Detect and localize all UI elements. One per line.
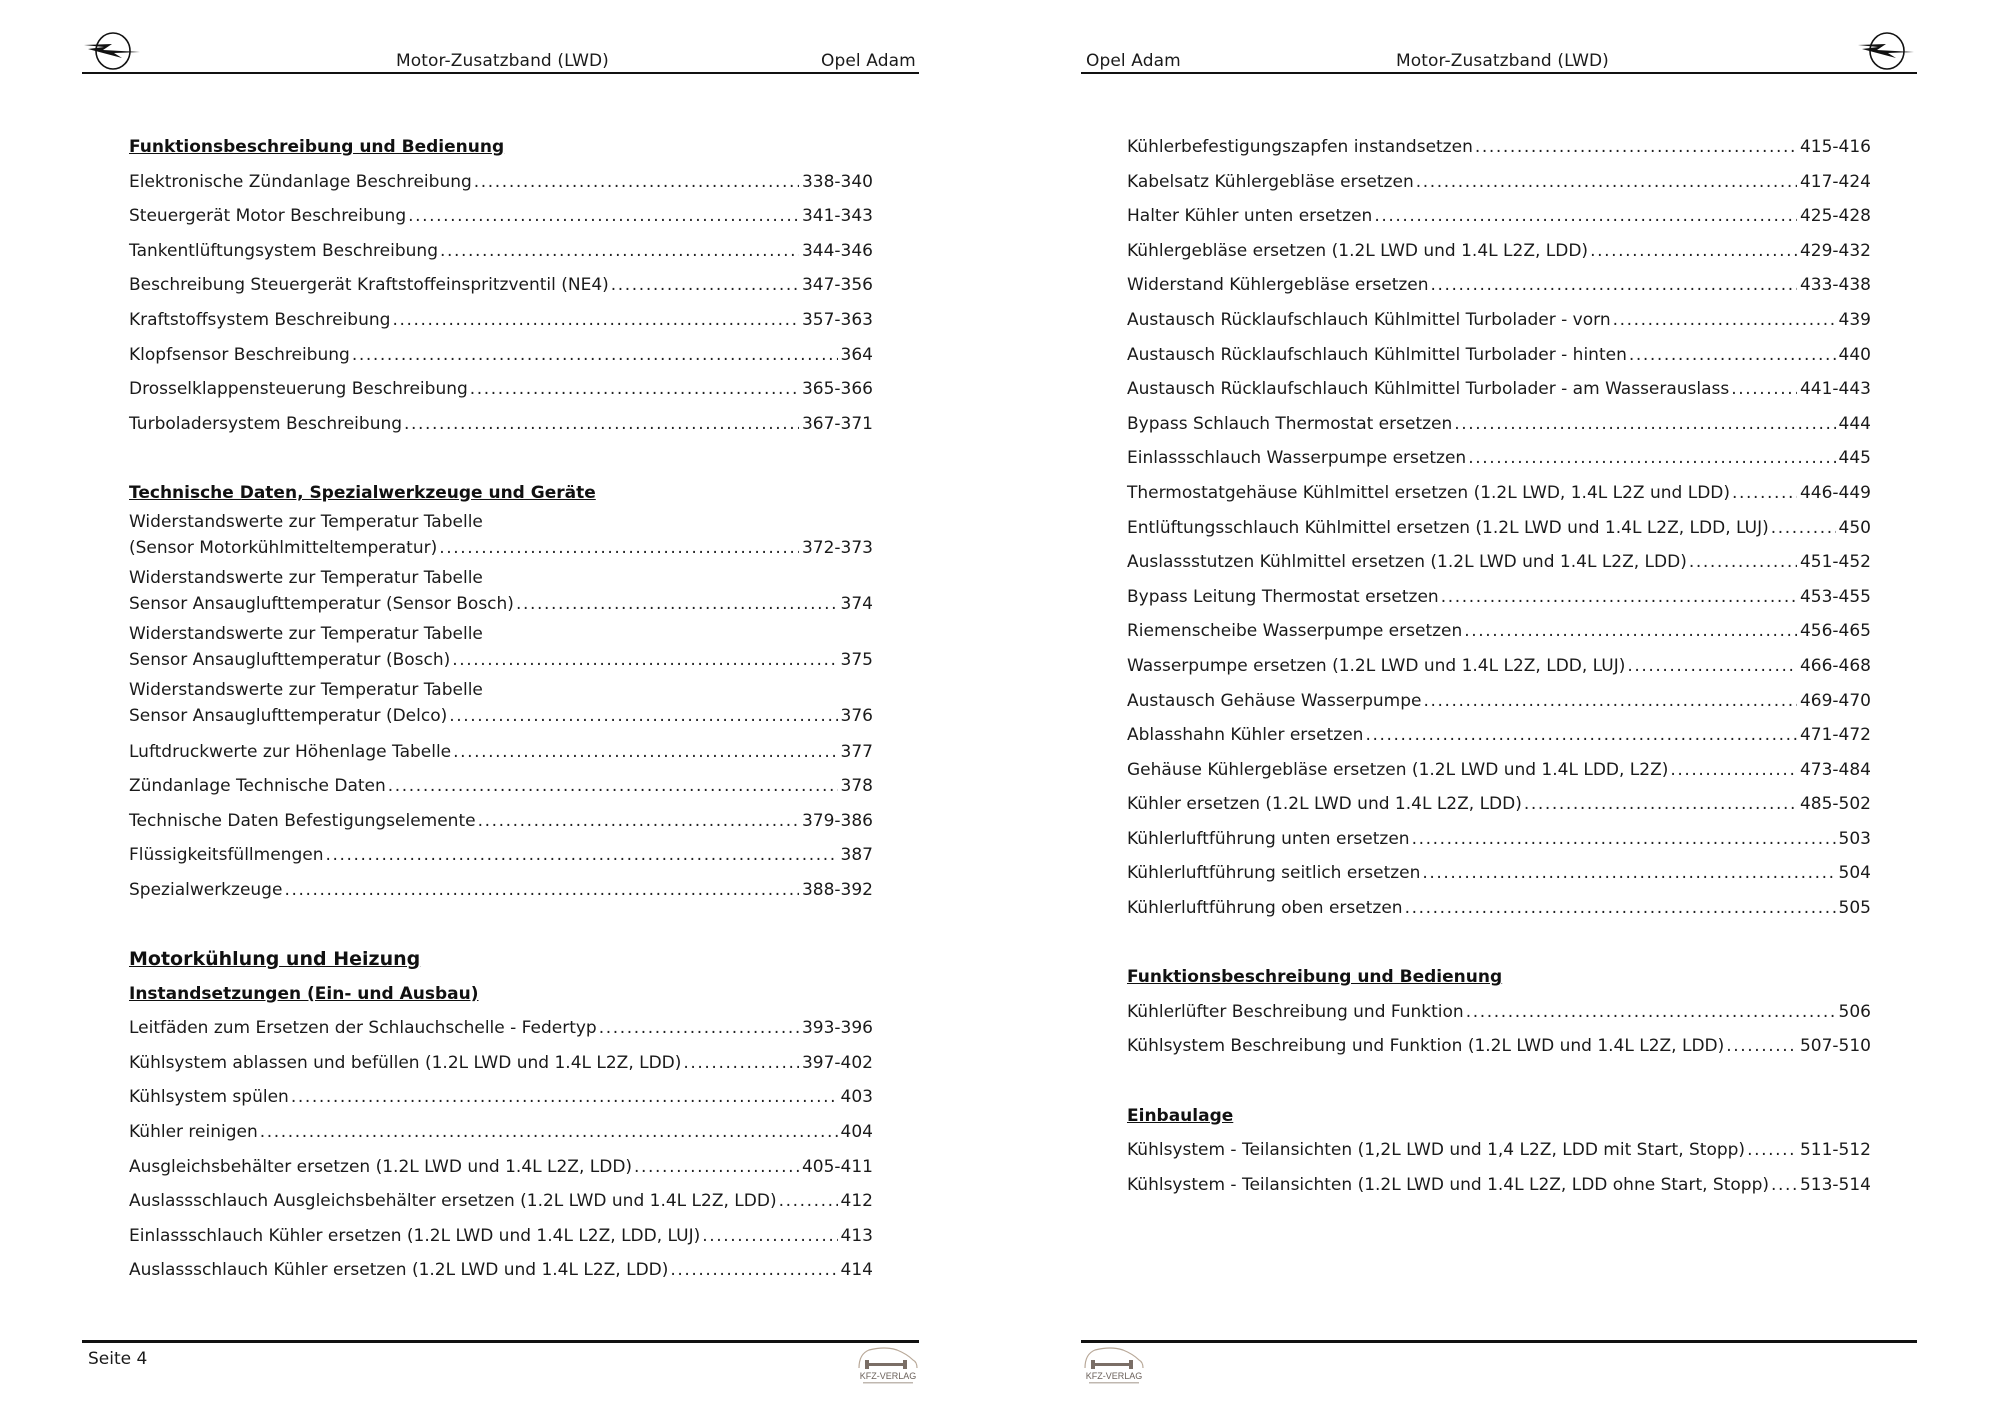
entry-title: Kühlsystem - Teilansichten (1,2L LWD und 1,4 L2Z, LDD mit Start, Stopp)	[1127, 1140, 1746, 1161]
entry-title: Kraftstoffsystem Beschreibung	[129, 309, 391, 330]
right-page	[1000, 0, 2000, 1413]
toc-entry[interactable]	[1127, 441, 1871, 476]
entry-pages: 397-402	[799, 1046, 873, 1081]
leader-dots	[1771, 511, 1836, 546]
leader-dots	[1424, 684, 1797, 719]
leader-dots	[1365, 718, 1797, 753]
entry-title: Ausgleichsbehälter ersetzen (1.2L LWD und 1.4L L2Z, LDD)	[129, 1156, 633, 1177]
toc-entry[interactable]	[129, 372, 873, 407]
leader-dots	[1726, 1029, 1797, 1064]
entry-pages: 441-443	[1797, 372, 1871, 407]
header-title: Motor-Zusatzband (LWD)	[396, 51, 609, 71]
entry-title: Gehäuse Kühlergebläse ersetzen (1.2L LWD und 1.4L LDD, L2Z)	[1127, 759, 1669, 780]
entry-title: Bypass Leitung Thermostat ersetzen	[1127, 586, 1439, 607]
entry-pages: 429-432	[1797, 234, 1871, 269]
leader-dots	[404, 407, 799, 442]
entry-pages: 451-452	[1797, 545, 1871, 580]
header-model: Opel Adam	[821, 51, 916, 71]
toc-entry[interactable]	[1127, 684, 1871, 719]
toc-right	[1127, 130, 1871, 1202]
entry-pages: 376	[838, 699, 873, 733]
header-rule	[82, 72, 919, 74]
leader-dots	[634, 1150, 799, 1185]
entry-title: Elektronische Zündanlage Beschreibung	[129, 171, 472, 192]
entry-title: Auslassschlauch Kühler ersetzen (1.2L LWD und 1.4L L2Z, LDD)	[129, 1260, 669, 1281]
leader-dots	[702, 1219, 837, 1254]
entry-pages: 469-470	[1797, 684, 1871, 719]
toc-entry[interactable]	[1127, 1168, 1871, 1203]
toc-entry[interactable]	[1127, 787, 1871, 822]
leader-dots	[452, 643, 837, 677]
entry-title: (Sensor Motorkühlmitteltemperatur)	[129, 537, 438, 558]
entry-title: Zündanlage Technische Daten	[129, 776, 386, 797]
entry-pages: 378	[838, 769, 873, 804]
entry-pages: 412	[838, 1184, 873, 1219]
toc-entry[interactable]	[129, 268, 873, 303]
leader-dots	[449, 699, 837, 733]
leader-dots	[1747, 1133, 1797, 1168]
entry-pages: 513-514	[1797, 1168, 1871, 1203]
toc-entry[interactable]	[1127, 614, 1871, 649]
toc-entry[interactable]	[1127, 718, 1871, 753]
entry-title: Einlassschlauch Kühler ersetzen (1.2L LWD und 1.4L L2Z, LDD, LUJ)	[129, 1225, 701, 1246]
toc-entry[interactable]	[1127, 822, 1871, 857]
entry-title: Austausch Rücklaufschlauch Kühlmittel Turbolader - am Wasserauslass	[1127, 379, 1730, 400]
toc-entry[interactable]	[1127, 1133, 1871, 1168]
toc-entry[interactable]	[129, 1080, 873, 1115]
entry-title: Kühlsystem spülen	[129, 1087, 289, 1108]
entry-pages: 388-392	[799, 873, 873, 908]
entry-pages: 433-438	[1797, 268, 1871, 303]
entry-pages: 393-396	[799, 1011, 873, 1046]
leader-dots	[260, 1115, 838, 1150]
entry-pages: 505	[1836, 891, 1871, 926]
toc-entry[interactable]	[1127, 268, 1871, 303]
entry-title: Kühlsystem ablassen und befüllen (1.2L LWD und 1.4L L2Z, LDD)	[129, 1052, 682, 1073]
entry-title: Kühlerbefestigungszapfen instandsetzen	[1127, 137, 1473, 157]
entry-title: Kühlergebläse ersetzen (1.2L LWD und 1.4L L2Z, LDD)	[1127, 240, 1589, 261]
entry-title: Steuergerät Motor Beschreibung	[129, 206, 407, 227]
header-title: Motor-Zusatzband (LWD)	[1396, 51, 1609, 71]
entry-title: Halter Kühler unten ersetzen	[1127, 206, 1373, 227]
entry-pages: 377	[838, 735, 873, 770]
toc-left	[129, 130, 873, 1288]
entry-title: Einlassschlauch Wasserpumpe ersetzen	[1127, 448, 1467, 469]
leader-dots	[388, 769, 838, 804]
kfz-verlag-logo-icon	[1081, 1344, 1147, 1386]
entry-title-line1: Widerstandswerte zur Temperatur Tabelle	[129, 679, 483, 700]
leader-dots	[1670, 753, 1797, 788]
section-title: Technische Daten, Spezialwerkzeuge und Geräte	[129, 482, 596, 503]
entry-pages: 365-366	[799, 372, 873, 407]
toc-entry[interactable]	[129, 769, 873, 804]
leader-dots	[1416, 165, 1797, 200]
leader-dots	[1629, 338, 1836, 373]
leader-dots	[1468, 441, 1835, 476]
toc-entry[interactable]	[1127, 130, 1871, 165]
entry-title: Ablasshahn Kühler ersetzen	[1127, 725, 1364, 746]
leader-dots	[779, 1184, 838, 1219]
leader-dots	[1441, 580, 1797, 615]
kfz-logo-text: KFZ-VERLAG	[1085, 1371, 1143, 1381]
entry-title: Tankentlüftungsystem Beschreibung	[129, 240, 438, 261]
leader-dots	[1689, 545, 1797, 580]
toc-entry[interactable]	[1127, 511, 1871, 546]
entry-pages: 364	[838, 338, 873, 373]
entry-title: Sensor Ansauglufttemperatur (Sensor Bosch)	[129, 593, 514, 614]
entry-pages: 444	[1836, 407, 1871, 442]
toc-entry[interactable]	[129, 1184, 873, 1219]
leader-dots	[1454, 407, 1835, 442]
opel-logo-icon	[82, 30, 144, 72]
toc-entry[interactable]	[129, 199, 873, 234]
entry-pages: 372-373	[799, 531, 873, 565]
entry-title: Turboladersystem Beschreibung	[129, 413, 403, 434]
entry-pages: 456-465	[1797, 614, 1871, 649]
leader-dots	[352, 338, 838, 373]
toc-entry[interactable]	[1127, 303, 1871, 338]
entry-pages: 341-343	[799, 199, 873, 234]
leader-dots	[611, 268, 799, 303]
toc-entry[interactable]	[129, 407, 873, 442]
leader-dots	[1627, 649, 1797, 684]
toc-entry[interactable]	[129, 679, 873, 735]
leader-dots	[478, 804, 799, 839]
entry-title: Flüssigkeitsfüllmengen	[129, 845, 324, 866]
entry-pages: 453-455	[1797, 580, 1871, 615]
leader-dots	[1524, 787, 1797, 822]
entry-pages: 405-411	[799, 1150, 873, 1185]
toc-entry[interactable]	[129, 623, 873, 679]
entry-title: Entlüftungsschlauch Kühlmittel ersetzen (1.2L LWD und 1.4L L2Z, LDD, LUJ)	[1127, 517, 1769, 538]
opel-logo-icon	[1856, 30, 1918, 72]
leader-dots	[1466, 995, 1836, 1030]
leader-dots	[1374, 199, 1797, 234]
leader-dots	[291, 1080, 838, 1115]
toc-entry[interactable]	[1127, 199, 1871, 234]
leader-dots	[325, 838, 837, 873]
leader-dots	[670, 1253, 837, 1288]
entry-pages: 415-416	[1797, 130, 1871, 165]
leader-dots	[1475, 130, 1797, 165]
toc-entry[interactable]	[129, 1150, 873, 1185]
entry-title: Thermostatgehäuse Kühlmittel ersetzen (1.2L LWD, 1.4L L2Z und LDD)	[1127, 482, 1731, 503]
entry-title: Sensor Ansauglufttemperatur (Delco)	[129, 705, 448, 726]
entry-title: Austausch Gehäuse Wasserpumpe	[1127, 690, 1422, 711]
entry-title: Spezialwerkzeuge	[129, 879, 283, 900]
toc-entry[interactable]	[129, 165, 873, 200]
entry-pages: 445	[1836, 441, 1871, 476]
entry-title: Beschreibung Steuergerät Kraftstoffeinspritzventil (NE4)	[129, 275, 609, 296]
entry-pages: 403	[838, 1080, 873, 1115]
leader-dots	[1732, 476, 1797, 511]
section-title: Funktionsbeschreibung und Bedienung	[1127, 967, 1503, 988]
entry-pages: 338-340	[799, 165, 873, 200]
entry-title-line1: Widerstandswerte zur Temperatur Tabelle	[129, 567, 483, 588]
kfz-logo-text: KFZ-VERLAG	[859, 1371, 917, 1381]
toc-entry[interactable]	[1127, 338, 1871, 373]
toc-entry[interactable]	[129, 234, 873, 269]
toc-entry[interactable]	[129, 1115, 873, 1150]
entry-title-line1: Widerstandswerte zur Temperatur Tabelle	[129, 511, 483, 532]
toc-entry[interactable]	[1127, 545, 1871, 580]
leader-dots	[440, 234, 799, 269]
toc-entry[interactable]	[1127, 995, 1871, 1030]
entry-pages: 347-356	[799, 268, 873, 303]
entry-title: Drosselklappensteuerung Beschreibung	[129, 379, 468, 400]
toc-entry[interactable]	[129, 1046, 873, 1081]
toc-entry[interactable]	[129, 873, 873, 908]
leader-dots	[1405, 891, 1836, 926]
entry-title: Kühlerluftführung oben ersetzen	[1127, 898, 1403, 919]
section-title: Einbaulage	[1127, 1105, 1234, 1126]
entry-pages: 511-512	[1797, 1133, 1871, 1168]
entry-pages: 485-502	[1797, 787, 1871, 822]
chapter-title: Motorkühlung und Heizung	[129, 948, 421, 971]
entry-title: Auslassschlauch Ausgleichsbehälter ersetzen (1.2L LWD und 1.4L L2Z, LDD)	[129, 1191, 777, 1212]
leader-dots	[683, 1046, 799, 1081]
entry-pages: 387	[838, 838, 873, 873]
header-rule	[1081, 72, 1917, 74]
entry-title: Austausch Rücklaufschlauch Kühlmittel Turbolader - vorn	[1127, 309, 1611, 330]
entry-pages: 507-510	[1797, 1029, 1871, 1064]
entry-title: Austausch Rücklaufschlauch Kühlmittel Turbolader - hinten	[1127, 344, 1627, 365]
toc-entry[interactable]	[1127, 649, 1871, 684]
footer-rule	[1081, 1340, 1917, 1343]
toc-entry[interactable]	[129, 1219, 873, 1254]
leader-dots	[474, 165, 799, 200]
entry-title: Auslassstutzen Kühlmittel ersetzen (1.2L LWD und 1.4L L2Z, LDD)	[1127, 552, 1687, 573]
toc-entry[interactable]	[129, 1011, 873, 1046]
entry-pages: 466-468	[1797, 649, 1871, 684]
toc-entry[interactable]	[1127, 407, 1871, 442]
entry-title: Riemenscheibe Wasserpumpe ersetzen	[1127, 621, 1463, 642]
entry-title: Bypass Schlauch Thermostat ersetzen	[1127, 413, 1453, 434]
entry-title: Sensor Ansauglufttemperatur (Bosch)	[129, 649, 451, 670]
entry-title: Kühlerlüfter Beschreibung und Funktion	[1127, 1001, 1464, 1022]
leader-dots	[599, 1011, 799, 1046]
toc-entry[interactable]	[1127, 476, 1871, 511]
entry-pages: 374	[838, 587, 873, 621]
footer-rule	[82, 1340, 919, 1343]
page-number: Seite 4	[88, 1349, 148, 1369]
entry-pages: 375	[838, 643, 873, 677]
entry-pages: 425-428	[1797, 199, 1871, 234]
toc-entry[interactable]	[129, 804, 873, 839]
entry-pages: 414	[838, 1253, 873, 1288]
entry-pages: 440	[1836, 338, 1871, 373]
entry-title: Kühlerluftführung seitlich ersetzen	[1127, 863, 1421, 884]
entry-title: Luftdruckwerte zur Höhenlage Tabelle	[129, 741, 452, 762]
entry-pages: 506	[1836, 995, 1871, 1030]
entry-title: Widerstand Kühlergebläse ersetzen	[1127, 275, 1429, 296]
leader-dots	[439, 531, 799, 565]
toc-entry[interactable]	[1127, 372, 1871, 407]
toc-entry[interactable]	[129, 567, 873, 623]
leader-dots	[392, 303, 799, 338]
entry-pages: 417-424	[1797, 165, 1871, 200]
header-model: Opel Adam	[1086, 51, 1181, 71]
toc-entry[interactable]	[1127, 753, 1871, 788]
entry-pages: 404	[838, 1115, 873, 1150]
leader-dots	[516, 587, 838, 621]
toc-entry[interactable]	[129, 511, 873, 567]
leader-dots	[1464, 614, 1797, 649]
entry-title: Kühlerluftführung unten ersetzen	[1127, 828, 1410, 849]
toc-entry[interactable]	[129, 735, 873, 770]
entry-title: Kühler ersetzen (1.2L LWD und 1.4L L2Z, LDD)	[1127, 794, 1522, 815]
toc-entry[interactable]	[129, 303, 873, 338]
toc-entry[interactable]	[1127, 891, 1871, 926]
entry-title: Technische Daten Befestigungselemente	[129, 810, 476, 831]
entry-title: Wasserpumpe ersetzen (1.2L LWD und 1.4L L2Z, LDD, LUJ)	[1127, 655, 1626, 676]
leader-dots	[1590, 234, 1797, 269]
toc-entry[interactable]	[129, 838, 873, 873]
leader-dots	[1613, 303, 1836, 338]
entry-title: Kühler reinigen	[129, 1122, 258, 1143]
kfz-verlag-logo-icon	[855, 1344, 921, 1386]
entry-pages: 450	[1836, 511, 1871, 546]
entry-pages: 413	[838, 1219, 873, 1254]
toc-entry[interactable]	[1127, 856, 1871, 891]
leader-dots	[453, 735, 837, 770]
entry-title: Kühlsystem Beschreibung und Funktion (1.2L LWD und 1.4L L2Z, LDD)	[1127, 1036, 1725, 1057]
entry-title: Kühlsystem - Teilansichten (1.2L LWD und 1.4L L2Z, LDD ohne Start, Stopp)	[1127, 1174, 1769, 1195]
entry-pages: 439	[1836, 303, 1871, 338]
entry-pages: 471-472	[1797, 718, 1871, 753]
leader-dots	[284, 873, 799, 908]
entry-title-line1: Widerstandswerte zur Temperatur Tabelle	[129, 623, 483, 644]
toc-entry[interactable]	[129, 338, 873, 373]
entry-title: Klopfsensor Beschreibung	[129, 344, 350, 365]
entry-pages: 367-371	[799, 407, 873, 442]
leader-dots	[408, 199, 799, 234]
leader-dots	[1731, 372, 1797, 407]
leader-dots	[1431, 268, 1797, 303]
entry-pages: 473-484	[1797, 753, 1871, 788]
entry-pages: 357-363	[799, 303, 873, 338]
toc-entry[interactable]	[1127, 234, 1871, 269]
entry-title: Kabelsatz Kühlergebläse ersetzen	[1127, 171, 1414, 192]
toc-entry[interactable]	[1127, 580, 1871, 615]
entry-pages: 504	[1836, 856, 1871, 891]
leader-dots	[470, 372, 799, 407]
leader-dots	[1422, 856, 1835, 891]
entry-pages: 446-449	[1797, 476, 1871, 511]
toc-entry[interactable]	[1127, 165, 1871, 200]
entry-pages: 379-386	[799, 804, 873, 839]
section-title: Funktionsbeschreibung und Bedienung	[129, 137, 505, 157]
leader-dots	[1412, 822, 1836, 857]
section-title: Instandsetzungen (Ein- und Ausbau)	[129, 983, 479, 1004]
entry-pages: 344-346	[799, 234, 873, 269]
toc-entry[interactable]	[129, 1253, 873, 1288]
entry-pages: 503	[1836, 822, 1871, 857]
entry-title: Leitfäden zum Ersetzen der Schlauchschelle - Federtyp	[129, 1018, 597, 1039]
toc-entry[interactable]	[1127, 1029, 1871, 1064]
leader-dots	[1771, 1168, 1797, 1203]
